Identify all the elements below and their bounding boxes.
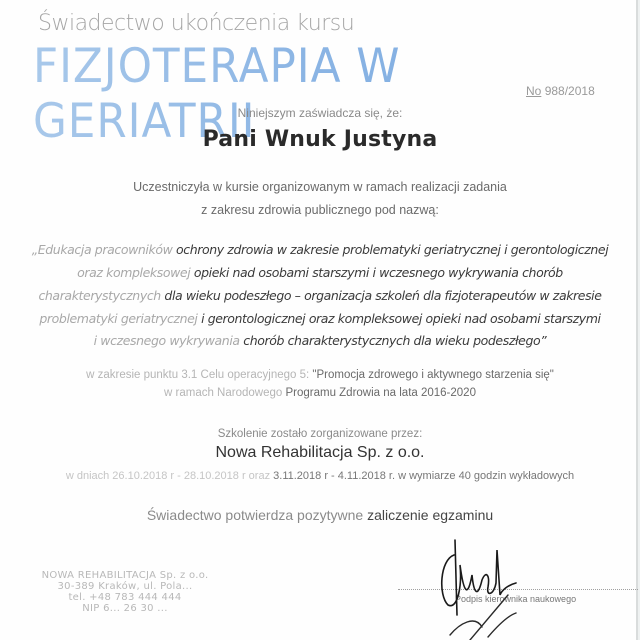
- company-stamp: [40, 570, 210, 614]
- scope-fragment: w ramach Narodowego: [164, 387, 286, 399]
- dates-fragment: w dniach 26.10.2018 r - 28.10.2018 r oraz: [65, 470, 274, 482]
- stamp-line: NIP 6... 26 30 ...: [82, 603, 168, 614]
- participation-text-line-1: Uczestniczyła w kursie organizowanym w ramach realizacji zadania: [133, 180, 507, 194]
- signature-caption: Podpis kierownika naukowego: [455, 594, 577, 604]
- stamp-line: tel. +48 783 444 444: [68, 592, 182, 603]
- exam-fragment: zaliczenie egzaminu: [367, 507, 494, 523]
- task-name-fragment: oraz kompleksowej: [77, 265, 194, 280]
- scope-fragment: Programu Zdrowia na lata 2016-2020: [285, 387, 476, 399]
- scope-fragment: "Promocja zdrowego i aktywnego starzenia się": [312, 369, 554, 381]
- scope-fragment: w zakresie punktu 3.1 Celu operacyjnego 5:: [86, 369, 313, 381]
- number-sign: No: [526, 84, 542, 98]
- task-name-line: [0, 333, 640, 348]
- certificate-subtitle: Świadectwo ukończenia kursu: [38, 11, 355, 36]
- organizer-label: Szkolenie zostało zorganizowane przez:: [217, 428, 423, 440]
- intro-text: Niniejszym zaświadcza się, że:: [237, 106, 403, 120]
- dates-fragment: 3.11.2018 r - 4.11.2018 r. w wymiarze 40 godzin wykładowych: [273, 470, 575, 482]
- course-title: FIZJOTERAPIA W GERIATRII: [33, 39, 598, 149]
- stamp-line: NOWA REHABILITACJA Sp. z o.o.: [41, 570, 209, 581]
- recipient-name: Pani Wnuk Justyna: [202, 127, 438, 152]
- signature-icon: [430, 535, 550, 640]
- task-name-fragment: charakterystycznych: [38, 288, 165, 303]
- scope-line-1: [0, 369, 640, 381]
- organizer-name: Nowa Rehabilitacja Sp. z o.o.: [215, 444, 425, 461]
- task-name-fragment: problematyki geriatrycznej: [39, 311, 202, 326]
- scope-line-2: [0, 387, 640, 399]
- stamp-line: 30-389 Kraków, ul. Pola...: [57, 581, 193, 592]
- task-name-fragment: opieki nad osobami starszymi i wczesnego wykrywania chorób: [193, 265, 563, 280]
- number-value: 988/2018: [544, 84, 595, 98]
- task-name-fragment: i wczesnego wykrywania: [93, 333, 244, 348]
- task-name-line: [0, 242, 640, 257]
- course-dates: [0, 470, 640, 482]
- participation-text-line-2: z zakresu zdrowia publicznego pod nazwą:: [201, 203, 439, 217]
- task-name-line: [0, 265, 640, 280]
- exam-confirmation: [0, 507, 640, 523]
- exam-fragment: Świadectwo potwierdza pozytywne: [146, 507, 368, 523]
- task-name-fragment: i gerontologicznej oraz kompleksowej opieki nad osobami starszymi: [201, 311, 601, 326]
- task-name-line: [0, 311, 640, 326]
- task-name-fragment: ochrony zdrowia w zakresie problematyki geriatrycznej i gerontologicznej: [175, 242, 609, 257]
- task-name-line: [0, 288, 640, 303]
- certificate-number: [526, 84, 595, 98]
- task-name-fragment: chorób charakterystycznych dla wieku podeszłego”: [243, 333, 547, 348]
- task-name-fragment: dla wieku podeszłego – organizacja szkoleń dla fizjoterapeutów w zakresie: [164, 288, 602, 303]
- task-name-fragment: „Edukacja pracowników: [31, 242, 176, 257]
